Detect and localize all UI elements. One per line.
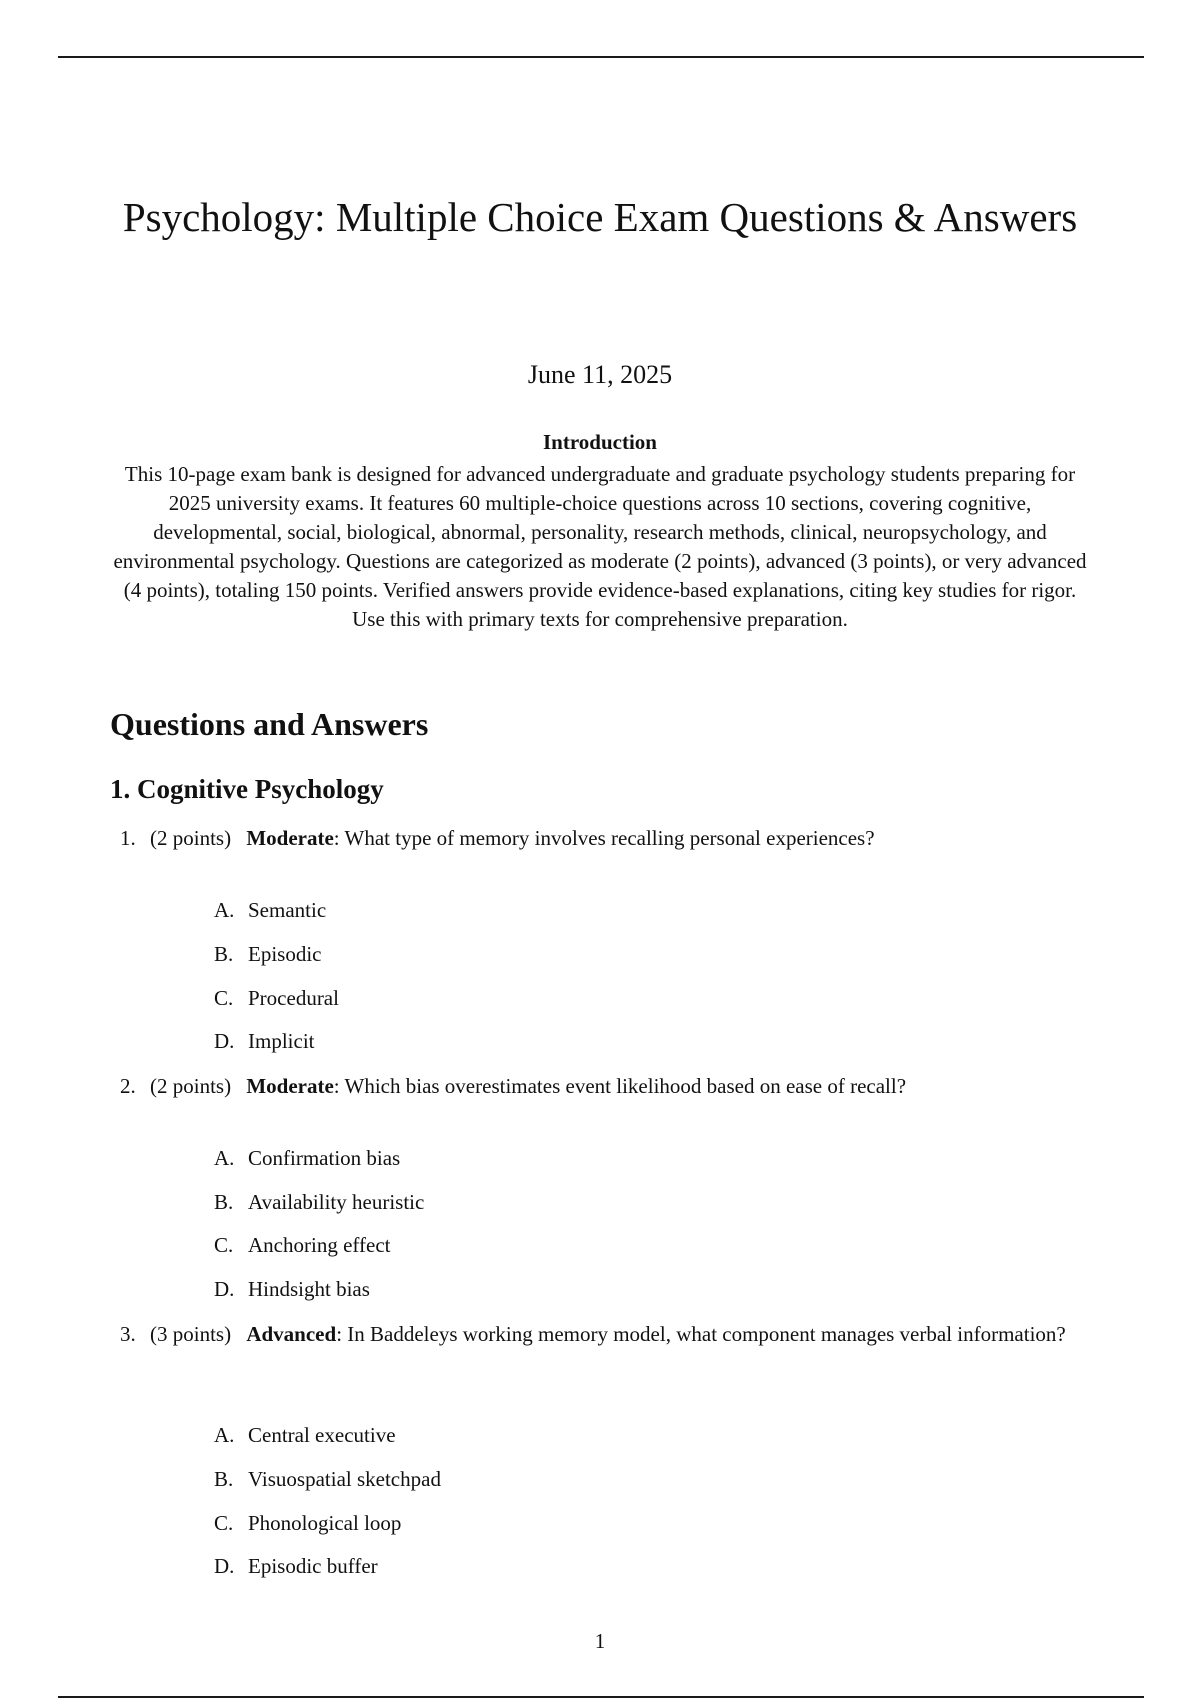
bottom-rule [58, 1696, 1144, 1698]
option-text: Anchoring effect [248, 1233, 391, 1257]
question-text: : What type of memory involves recalling personal experiences? [333, 826, 875, 850]
question-level: Moderate [246, 826, 334, 850]
option-text: Hindsight bias [248, 1277, 370, 1301]
answer-option[interactable] [214, 1275, 370, 1304]
option-text: Confirmation bias [248, 1146, 401, 1170]
option-text: Central executive [248, 1423, 396, 1447]
answer-option[interactable] [214, 1509, 401, 1538]
option-letter: C. [214, 986, 234, 1010]
answer-option[interactable] [214, 896, 326, 925]
answer-option[interactable] [214, 1144, 400, 1173]
option-letter: D. [214, 1554, 235, 1578]
option-letter: C. [214, 1233, 234, 1257]
option-text: Semantic [248, 898, 327, 922]
option-letter: C. [214, 1511, 234, 1535]
question-2 [110, 1072, 1090, 1301]
question-level: Advanced [246, 1322, 337, 1346]
introduction-text: This 10-page exam bank is designed for advanced undergraduate and graduate psychology students preparing for 2025 university exams. It features 60 multiple-choice questions across 10 sections, covering cognitive, developmental, social, biological, abnormal, personality, research methods, clinical, neuropsychology, and environmental psychology. Questions are categorized as moderate (2 points), advanced (3 points), or very advanced (4 points), totaling 150 points. Verified answers provide evidence-based explanations, citing key studies for rigor. Use this with primary texts for comprehensive preparation. [113, 462, 1087, 631]
option-text: Visuospatial sketchpad [248, 1467, 441, 1491]
question-stem [110, 1320, 1090, 1349]
question-text: : Which bias overestimates event likelihood based on ease of recall? [333, 1074, 907, 1098]
option-letter: B. [214, 942, 234, 966]
question-level: Moderate [246, 1074, 334, 1098]
question-points: (3 points) [150, 1322, 232, 1346]
option-letter: D. [214, 1277, 235, 1301]
answer-option[interactable] [214, 1231, 390, 1260]
question-stem [110, 1072, 1090, 1101]
document-title: Psychology: Multiple Choice Exam Questions & Answers [122, 194, 1078, 240]
option-letter: A. [214, 898, 235, 922]
option-letter: B. [214, 1467, 234, 1491]
answer-option[interactable] [214, 1027, 315, 1056]
option-text: Availability heuristic [248, 1190, 425, 1214]
option-text: Phonological loop [248, 1511, 402, 1535]
question-points: (2 points) [150, 1074, 232, 1098]
option-text: Episodic [248, 942, 322, 966]
document-date: June 11, 2025 [527, 360, 673, 389]
question-text: : In Baddeleys working memory model, what component manages verbal information? [336, 1322, 1066, 1346]
option-letter: D. [214, 1029, 235, 1053]
option-text: Procedural [248, 986, 339, 1010]
question-number: 2. [120, 1074, 136, 1098]
option-text: Implicit [248, 1029, 315, 1053]
answer-option[interactable] [214, 1188, 424, 1217]
question-number: 1. [120, 826, 136, 850]
section-title: Questions and Answers [110, 706, 429, 742]
question-number: 3. [120, 1322, 136, 1346]
question-3 [110, 1320, 1090, 1578]
answer-option[interactable] [214, 984, 339, 1013]
option-letter: A. [214, 1423, 235, 1447]
question-1 [110, 824, 1090, 1053]
subsection-title: 1. Cognitive Psychology [110, 774, 384, 804]
option-text: Episodic buffer [248, 1554, 378, 1578]
introduction-heading: Introduction [543, 430, 657, 454]
option-letter: B. [214, 1190, 234, 1214]
option-letter: A. [214, 1146, 235, 1170]
answer-option[interactable] [214, 1465, 441, 1494]
answer-option[interactable] [214, 1552, 378, 1581]
page-number: 1 [594, 1629, 606, 1653]
answer-option[interactable] [214, 940, 322, 969]
question-stem [110, 824, 1090, 853]
top-rule [58, 56, 1144, 58]
answer-option[interactable] [214, 1421, 396, 1450]
question-points: (2 points) [150, 826, 232, 850]
